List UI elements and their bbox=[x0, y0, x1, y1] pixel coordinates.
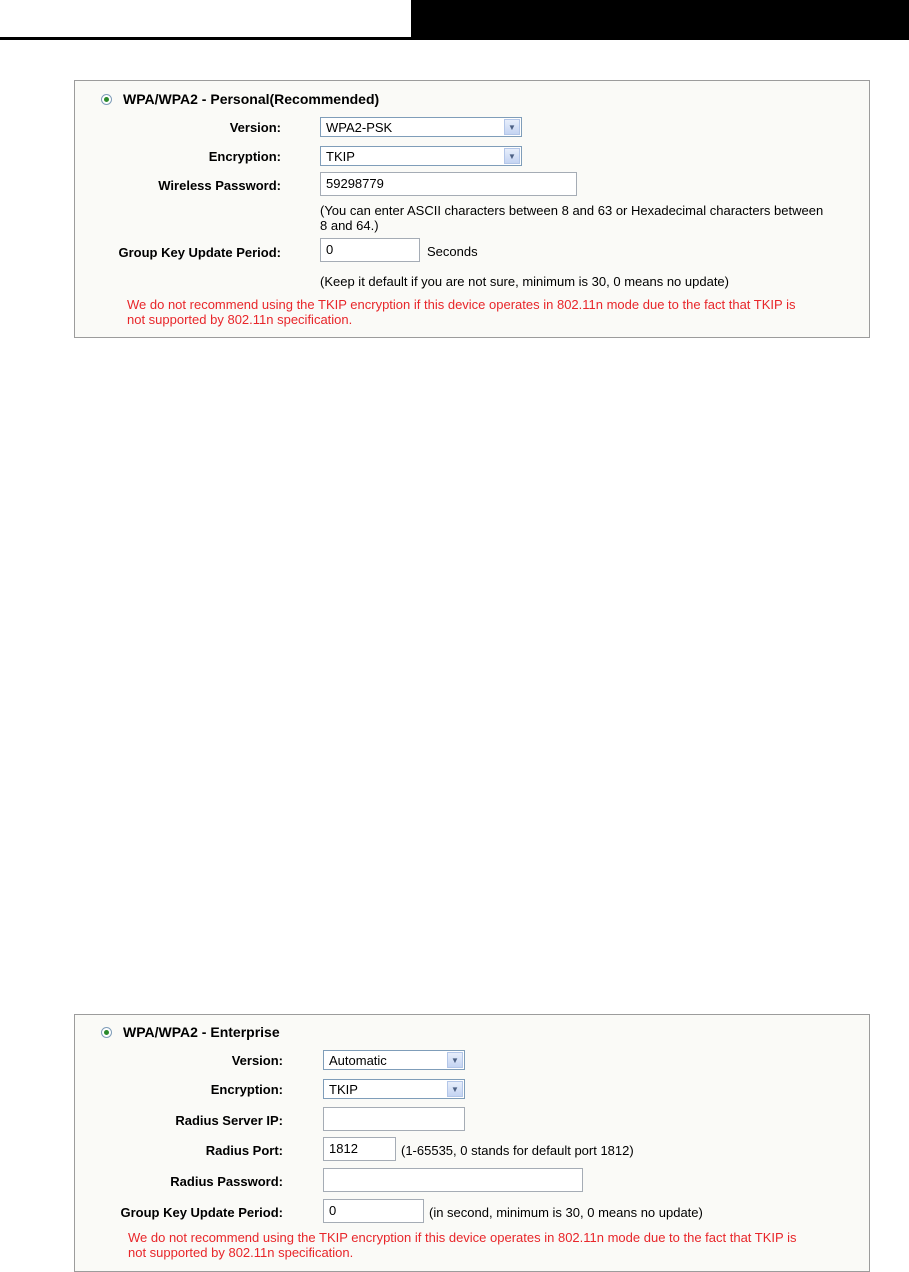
radius-password-input[interactable] bbox=[323, 1168, 583, 1192]
wpa-personal-panel bbox=[74, 80, 870, 338]
tkip-warning-line1: We do not recommend using the TKIP encryption if this device operates in 802.11n mode due to the fact that TKIP is bbox=[128, 1230, 797, 1245]
group-key-hint: (in second, minimum is 30, 0 means no update) bbox=[429, 1205, 703, 1220]
group-key-input[interactable] bbox=[320, 238, 420, 262]
version-label: Version: bbox=[231, 1053, 283, 1068]
encryption-select-value: TKIP bbox=[326, 149, 355, 164]
radius-server-ip-label: Radius Server IP: bbox=[175, 1113, 283, 1128]
password-hint-line2: 8 and 64.) bbox=[320, 218, 379, 233]
wpa-enterprise-panel bbox=[74, 1014, 870, 1272]
password-hint bbox=[320, 203, 865, 233]
header-black-bar bbox=[411, 0, 909, 37]
version-label: Version: bbox=[229, 120, 281, 135]
radius-port-label: Radius Port: bbox=[205, 1143, 283, 1158]
tkip-warning-line2: not supported by 802.11n specification. bbox=[128, 1245, 354, 1260]
tkip-warning-line1: We do not recommend using the TKIP encryption if this device operates in 802.11n mode due to the fact that TKIP is bbox=[127, 297, 796, 312]
group-key-unit: Seconds bbox=[427, 244, 478, 259]
radius-password-label: Radius Password: bbox=[170, 1174, 283, 1189]
header-rule bbox=[0, 37, 909, 40]
password-hint-line1: (You can enter ASCII characters between 8 and 63 or Hexadecimal characters between bbox=[320, 203, 824, 218]
wireless-password-label: Wireless Password: bbox=[158, 178, 281, 193]
group-key-label: Group Key Update Period: bbox=[120, 1205, 283, 1220]
personal-title: WPA/WPA2 - Personal(Recommended) bbox=[123, 91, 380, 107]
wireless-password-value: 59298779 bbox=[326, 176, 384, 191]
group-key-value: 0 bbox=[326, 242, 334, 257]
encryption-select-value: TKIP bbox=[329, 1082, 358, 1097]
encryption-label: Encryption: bbox=[210, 1082, 283, 1097]
radius-port-input[interactable] bbox=[323, 1137, 396, 1161]
header-left-area bbox=[0, 0, 411, 37]
tkip-warning-line2: not supported by 802.11n specification. bbox=[127, 312, 353, 327]
chevron-down-icon[interactable]: ▼ bbox=[504, 119, 520, 135]
version-select-value: Automatic bbox=[329, 1053, 387, 1068]
radius-server-ip-input[interactable] bbox=[323, 1107, 465, 1131]
enterprise-radio-icon[interactable] bbox=[101, 1027, 112, 1038]
group-key-value: 0 bbox=[329, 1203, 337, 1218]
encryption-label: Encryption: bbox=[208, 149, 281, 164]
enterprise-title: WPA/WPA2 - Enterprise bbox=[123, 1024, 280, 1040]
group-key-label: Group Key Update Period: bbox=[118, 245, 281, 260]
group-key-input[interactable] bbox=[323, 1199, 424, 1223]
radius-port-value: 1812 bbox=[329, 1141, 358, 1156]
version-select[interactable] bbox=[320, 117, 522, 137]
encryption-select[interactable] bbox=[323, 1079, 465, 1099]
version-select[interactable] bbox=[323, 1050, 465, 1070]
tkip-warning bbox=[128, 1230, 868, 1260]
radius-port-hint: (1-65535, 0 stands for default port 1812) bbox=[401, 1143, 634, 1158]
chevron-down-icon[interactable]: ▼ bbox=[447, 1052, 463, 1068]
chevron-down-icon[interactable]: ▼ bbox=[504, 148, 520, 164]
personal-radio-icon[interactable] bbox=[101, 94, 112, 105]
wireless-password-input[interactable] bbox=[320, 172, 577, 196]
group-key-hint: (Keep it default if you are not sure, minimum is 30, 0 means no update) bbox=[320, 274, 729, 289]
tkip-warning bbox=[127, 297, 867, 327]
version-select-value: WPA2-PSK bbox=[326, 120, 393, 135]
chevron-down-icon[interactable]: ▼ bbox=[447, 1081, 463, 1097]
encryption-select[interactable] bbox=[320, 146, 522, 166]
